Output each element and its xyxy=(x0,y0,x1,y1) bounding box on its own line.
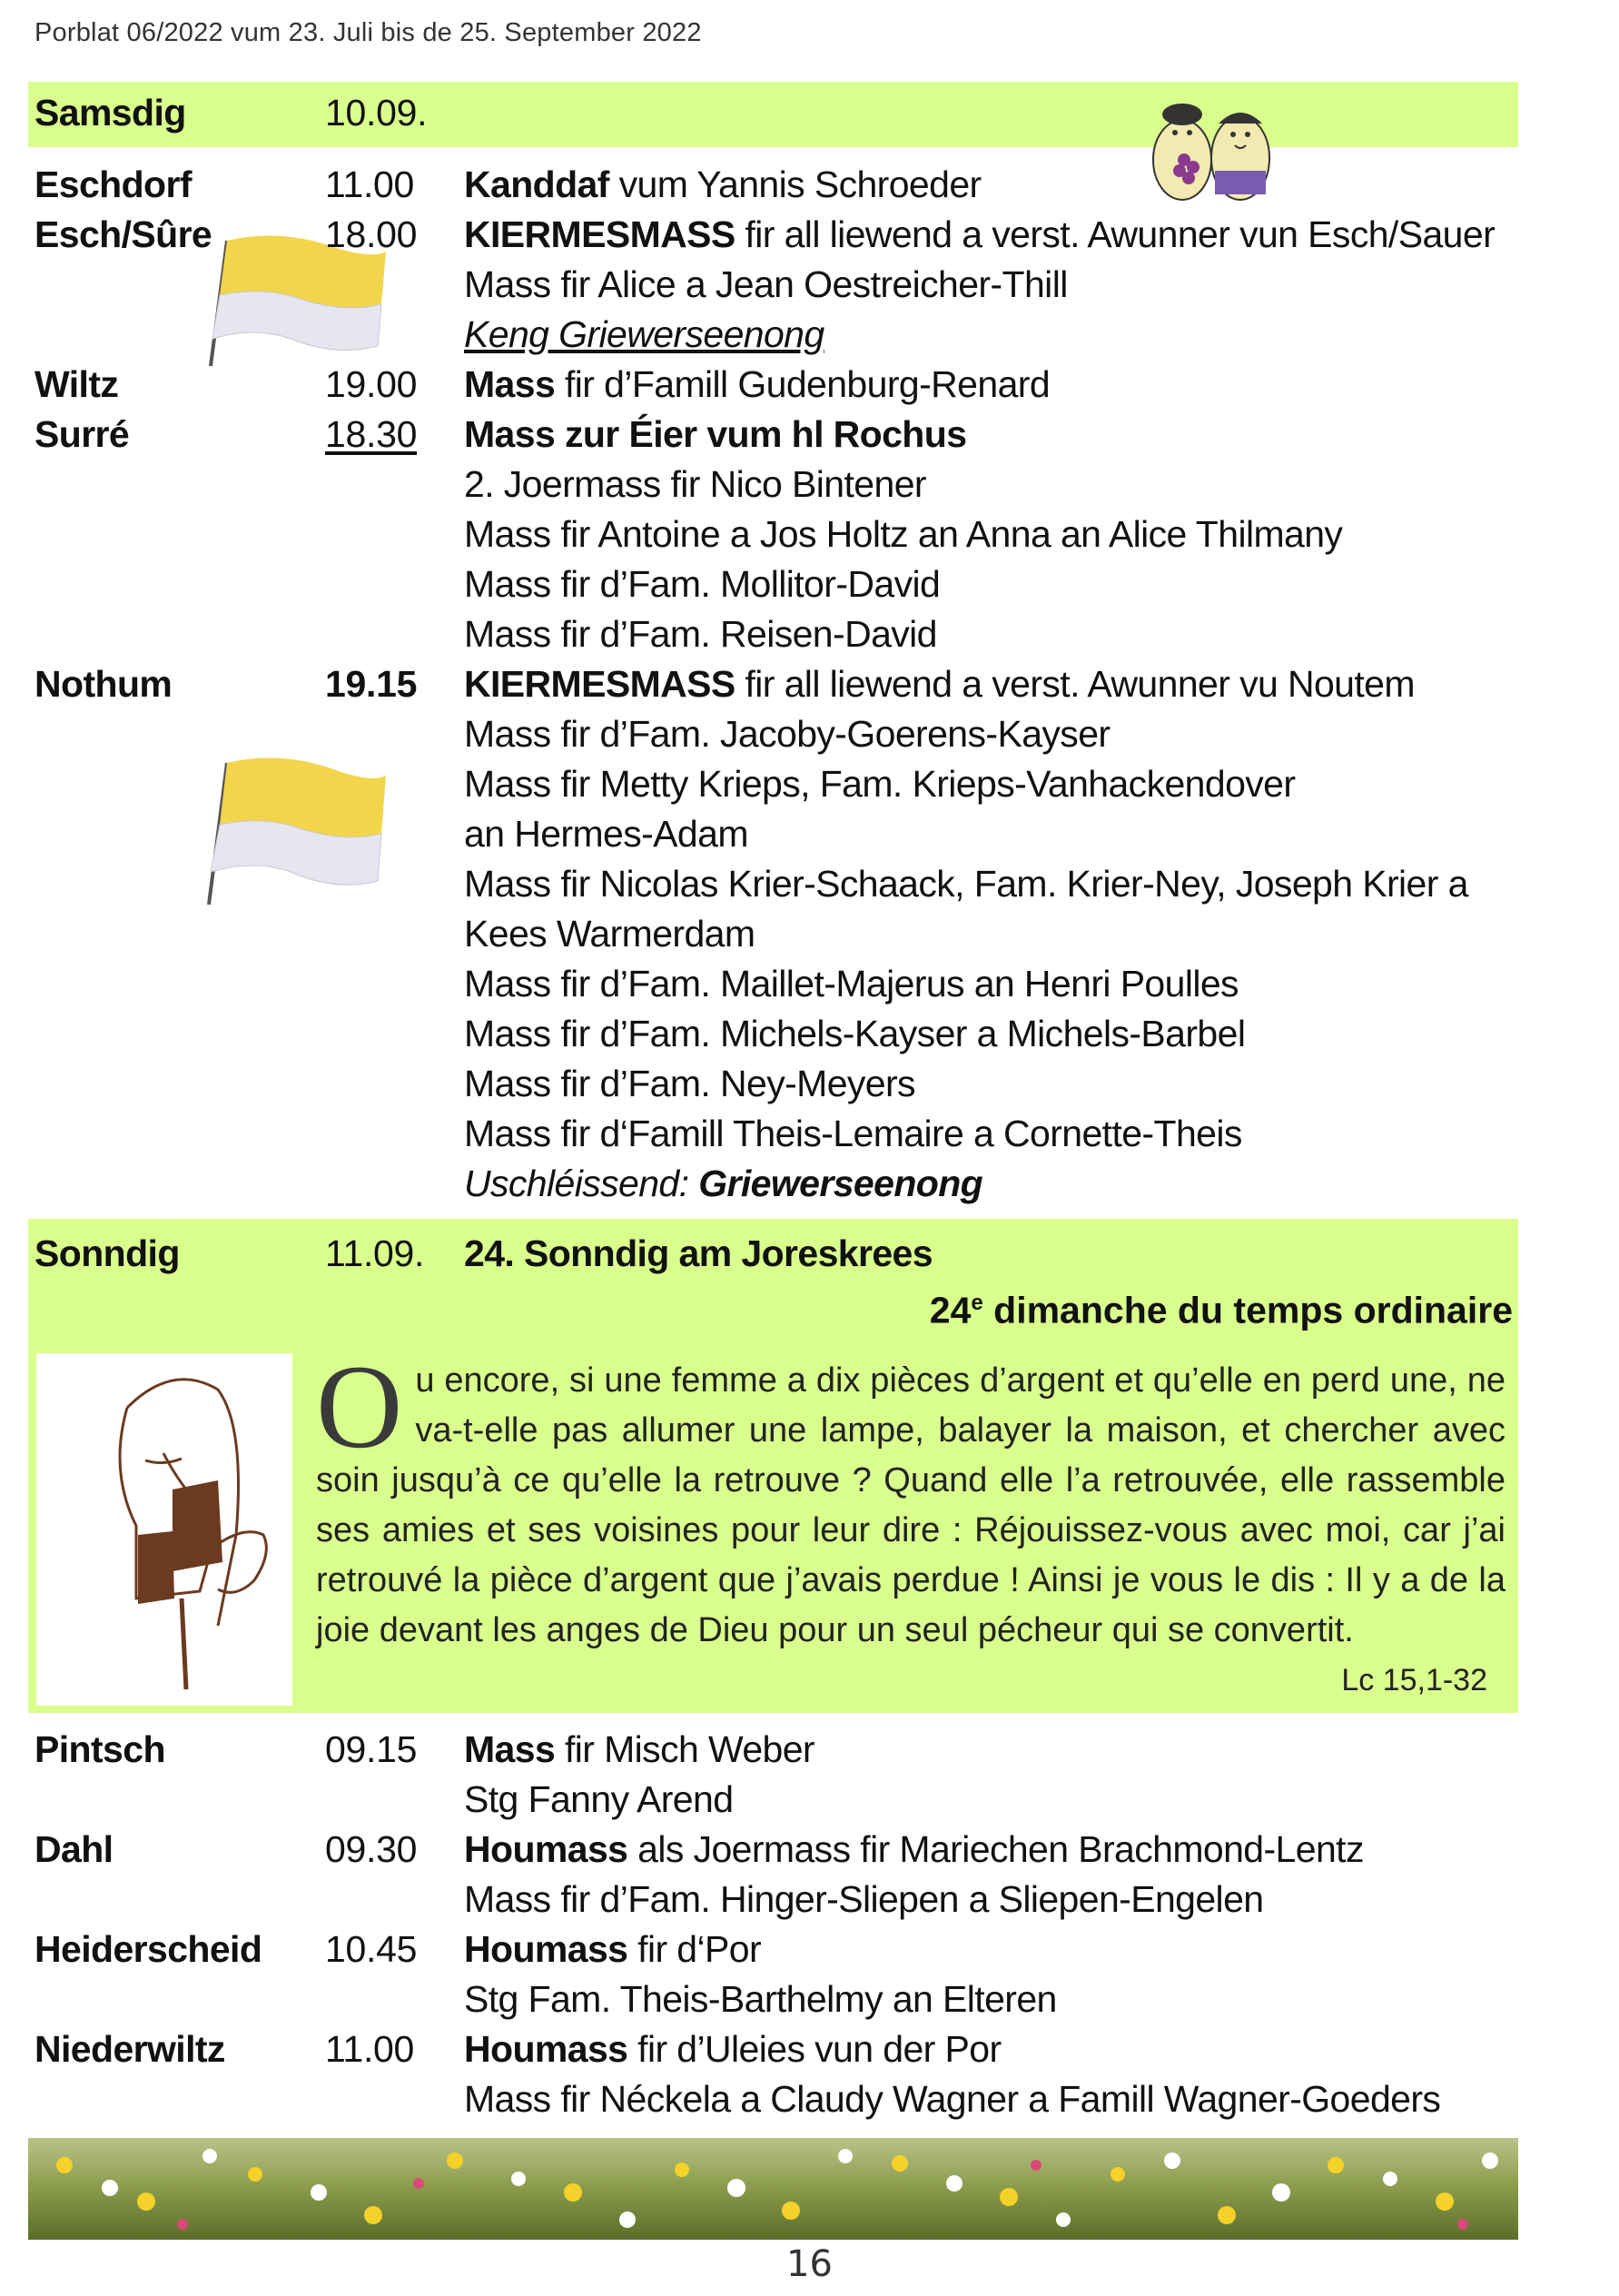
intention: Mass fir Nicolas Krier-Schaack, Fam. Krier-Ney, Joseph Krier a xyxy=(464,863,1468,905)
schedule-row xyxy=(35,709,1619,758)
location: Surré xyxy=(35,413,130,455)
schedule-row xyxy=(35,909,1619,958)
schedule-row xyxy=(35,809,1619,858)
time: 09.15 xyxy=(325,1728,418,1770)
intention: an Hermes-Adam xyxy=(464,813,748,855)
intention: fir d‘Por xyxy=(627,1928,762,1970)
mass-type: Kanddaf xyxy=(464,163,609,205)
day-header-saturday xyxy=(35,88,1619,137)
day-label: Sonndig xyxy=(35,1232,180,1274)
location: Nothum xyxy=(35,663,173,705)
schedule-row xyxy=(35,1009,1619,1058)
time: 18.00 xyxy=(325,213,418,255)
intention: Stg Fam. Theis-Barthelmy an Elteren xyxy=(464,1978,1057,2020)
intention: Mass fir d’Fam. Hinger-Sliepen a Sliepen-Engelen xyxy=(464,1878,1264,1920)
day-header-sunday xyxy=(35,1229,1619,1278)
intention: Stg Fanny Arend xyxy=(464,1778,734,1820)
intention: Mass fir d’Fam. Michels-Kayser a Michels-Barbel xyxy=(464,1013,1246,1054)
time: 10.45 xyxy=(325,1928,418,1970)
intention: fir d’Famill Gudenburg-Renard xyxy=(555,363,1051,405)
intention: Mass fir Antoine a Jos Holtz an Anna an Alice Thilmany xyxy=(464,513,1343,555)
time: 11.00 xyxy=(325,163,415,205)
page-number: 16 xyxy=(786,2243,833,2285)
mass-type: Mass xyxy=(464,1728,556,1770)
intention: Mass fir Néckela a Claudy Wagner a Famill Wagner-Goeders xyxy=(464,2078,1441,2120)
location: Heiderscheid xyxy=(35,1928,262,1970)
location: Pintsch xyxy=(35,1728,165,1770)
location: Eschdorf xyxy=(35,163,192,205)
location: Esch/Sûre xyxy=(35,213,212,255)
day-date: 11.09. xyxy=(325,1232,425,1274)
mass-type: Mass zur Éier vum hl Rochus xyxy=(464,413,967,455)
schedule-row xyxy=(35,510,1619,559)
mass-type: Houmass xyxy=(464,2028,628,2070)
gospel-reference: Lc 15,1-32 xyxy=(1341,1663,1487,1697)
schedule-row xyxy=(35,1974,1619,2024)
time: 18.30 xyxy=(325,413,418,455)
sunday-number: 24 xyxy=(929,1289,972,1331)
time: 19.00 xyxy=(325,363,418,405)
running-title: Porblat 06/2022 vum 23. Juli bis de 25. September 2022 xyxy=(35,18,702,47)
intention: Mass fir d’Fam. Jacoby-Goerens-Kayser xyxy=(464,713,1111,755)
schedule-row xyxy=(35,1159,1619,1208)
schedule-row xyxy=(35,260,1619,309)
note-prefix: Uschléissend: xyxy=(464,1163,699,1204)
day-label: Samsdig xyxy=(35,92,186,134)
entry-text xyxy=(464,659,1415,708)
schedule-row xyxy=(35,659,1619,708)
mass-type: KIERMESMASS xyxy=(464,213,735,255)
intention: fir all liewend a verst. Awunner vun Esch/Sauer xyxy=(735,213,1496,255)
intention: fir d’Uleies vun der Por xyxy=(627,2028,1002,2070)
schedule-row xyxy=(35,460,1619,509)
schedule-row xyxy=(35,1875,1619,1924)
intention: fir Misch Weber xyxy=(555,1728,814,1770)
intention: Mass fir d’Fam. Mollitor-David xyxy=(464,563,941,605)
schedule-row xyxy=(35,559,1619,609)
entry-text xyxy=(464,1159,982,1208)
intention: Mass fir Metty Krieps, Fam. Krieps-Vanhackendover xyxy=(464,763,1296,805)
time: 19.15 xyxy=(325,663,418,705)
entry-text xyxy=(464,160,982,209)
entry-text xyxy=(464,410,966,459)
schedule-row xyxy=(35,2024,1619,2073)
liturgical-title: 24. Sonndig am Joreskrees xyxy=(464,1232,933,1274)
schedule-row xyxy=(35,360,1619,409)
schedule-row xyxy=(35,859,1619,908)
schedule-row xyxy=(35,1109,1619,1158)
location: Dahl xyxy=(35,1828,114,1870)
entry-text xyxy=(464,210,1495,259)
day-date: 10.09. xyxy=(325,92,428,134)
gospel-illustration xyxy=(36,1353,292,1706)
schedule-row xyxy=(35,1825,1619,1874)
mass-type: KIERMESMASS xyxy=(464,663,735,705)
schedule-row xyxy=(35,1925,1619,1974)
intention: Kees Warmerdam xyxy=(464,913,755,955)
intention: Mass fir d’Fam. Reisen-David xyxy=(464,613,937,655)
time: 09.30 xyxy=(325,1828,418,1870)
mass-type: Houmass xyxy=(464,1828,628,1870)
schedule-row xyxy=(35,210,1619,259)
intention: vum Yannis Schroeder xyxy=(608,163,982,205)
schedule-row xyxy=(35,959,1619,1008)
intention: Mass fir d‘Famill Theis-Lemaire a Cornette-Theis xyxy=(464,1113,1242,1154)
schedule-row xyxy=(35,759,1619,808)
intention: Mass fir Alice a Jean Oestreicher-Thill xyxy=(464,263,1068,305)
entry-text xyxy=(464,2024,1002,2073)
location: Wiltz xyxy=(35,363,119,405)
mass-type: Houmass xyxy=(464,1928,628,1970)
woman-with-lamp-illustration xyxy=(36,1353,292,1706)
mass-type: Mass xyxy=(464,363,556,405)
gospel-quote xyxy=(316,1340,1505,1706)
schedule-row xyxy=(35,410,1619,459)
liturgical-title-fr xyxy=(605,1279,1513,1335)
sunday-label: dimanche du temps ordinaire xyxy=(982,1289,1513,1331)
entry-text xyxy=(464,1725,814,1774)
entry-text xyxy=(464,1925,761,1974)
ordinal-suffix: e xyxy=(971,1291,983,1315)
note-emphasis: Griewerseenong xyxy=(698,1163,983,1204)
schedule-row xyxy=(35,2074,1619,2123)
time: 11.00 xyxy=(325,2028,415,2070)
entry-text xyxy=(464,360,1050,409)
meadow-flowers-photo xyxy=(28,2138,1518,2240)
note: Keng Griewerseenong xyxy=(464,313,824,355)
entry-text xyxy=(464,1825,1364,1874)
schedule-row xyxy=(35,1059,1619,1108)
intention: fir all liewend a verst. Awunner vu Noutem xyxy=(735,663,1415,705)
intention: als Joermass fir Mariechen Brachmond-Lentz xyxy=(627,1828,1364,1870)
schedule-row xyxy=(35,310,1619,359)
intention: Mass fir d’Fam. Maillet-Majerus an Henri Poulles xyxy=(464,963,1239,1004)
schedule-row xyxy=(35,1775,1619,1824)
dropcap: O xyxy=(316,1340,403,1473)
schedule-row xyxy=(35,160,1619,209)
schedule-row xyxy=(35,1725,1619,1774)
intention: 2. Joermass fir Nico Bintener xyxy=(464,463,926,505)
location: Niederwiltz xyxy=(35,2028,225,2070)
schedule-row xyxy=(35,609,1619,658)
gospel-text: u encore, si une femme a dix pièces d’argent et qu’elle en perd une, ne va-t-elle pas allumer une lampe, balayer la maison, et chercher avec soin jusqu’à ce qu’elle la retrouve ? Quand elle l’a retrouvée, elle rassemble ses amies et ses voisines pour leur dire : Réjouissez-vous avec moi, car j’ai retrouvé la pièce d’argent que j’avais perdue ! Ainsi je vous le dis : Il y a de la joie devant les anges de Dieu pour un seul pécheur qui se convertit. xyxy=(316,1361,1505,1649)
intention: Mass fir d’Fam. Ney-Meyers xyxy=(464,1063,915,1104)
